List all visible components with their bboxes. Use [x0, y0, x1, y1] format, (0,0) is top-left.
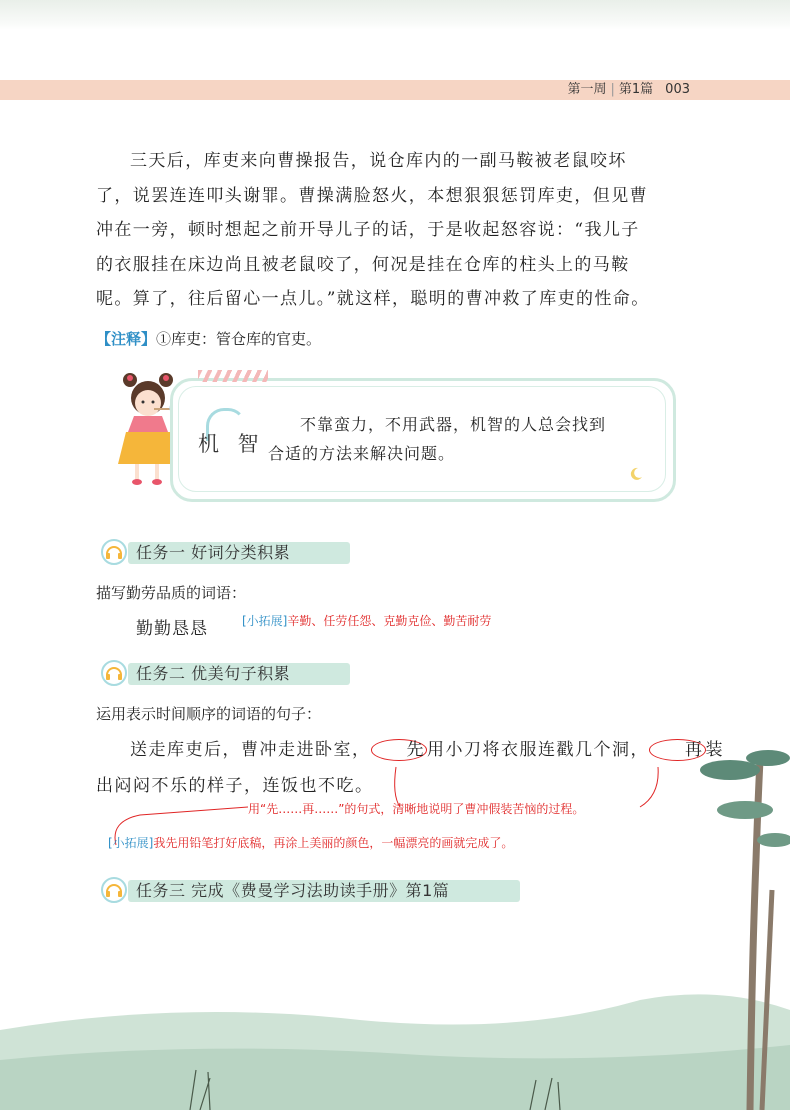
task1-subtitle: 描写勤劳品质的词语：: [96, 584, 247, 602]
task2-subtitle: 运用表示时间顺序的词语的句子：: [96, 705, 322, 723]
headphones-icon: [100, 538, 128, 566]
sentence-text: 送走库吏后，曹冲走进卧室，: [130, 740, 371, 760]
moon-icon: [628, 466, 644, 482]
story-line: 呢。算了，往后留心一点儿。”就这样，聪明的曹冲救了库吏的性命。: [96, 289, 650, 309]
wit-text-line: 不靠蛮力，不用武器，机智的人总会找到: [300, 415, 607, 434]
annotation-note: [96, 328, 321, 349]
note-text: ①库吏：管仓库的官吏。: [156, 330, 322, 348]
pink-stripe-decoration: [198, 370, 268, 382]
page-header: [567, 80, 690, 100]
note-tag: 【注释】: [96, 330, 157, 348]
story-line: 冲在一旁，顿时想起之前开导儿子的话，于是收起怒容说：“我儿子: [96, 220, 640, 240]
story-line: 的衣服挂在床边尚且被老鼠咬了，何况是挂在仓库的柱头上的马鞍: [96, 254, 630, 275]
story-line: 三天后，库吏来向曹操报告，说仓库内的一副马鞍被老鼠咬坏: [130, 151, 627, 171]
task2-extension: [108, 834, 513, 851]
sentence-text: 用小刀将衣服连戳几个洞，: [427, 740, 649, 760]
landscape-ground-illustration: [0, 960, 790, 1110]
task1-word: 勤勤恳恳: [136, 619, 208, 639]
pine-tree-illustration: [690, 740, 790, 1110]
header-separator: |: [610, 82, 615, 97]
extension-text: 我先用铅笔打好底稿，再涂上美丽的颜色，一幅漂亮的画就完成了。: [153, 836, 514, 850]
task1-extension: [242, 612, 491, 629]
sentence-annotation: 用“先……再……”的句式，清晰地说明了曹冲假装苦恼的过程。: [248, 802, 585, 816]
top-ink-wash-decoration: [0, 0, 790, 30]
story-line: 了，说罢连连叩头谢罪。曹操满脸怒火，本想狠狠惩罚库吏，但见曹: [96, 185, 648, 206]
headphones-icon: [100, 876, 128, 904]
extension-text: 辛勤、任劳任怨、克勤克俭、勤苦耐劳: [287, 614, 492, 628]
extension-tag: [小拓展]: [108, 836, 154, 850]
story-paragraph: [96, 144, 694, 317]
task1-title: 任务一 好词分类积累: [136, 543, 291, 562]
wit-text-line: 合适的方法来解决问题。: [268, 444, 456, 463]
task1-title-bar: [100, 538, 350, 566]
header-article: 第1篇: [618, 82, 654, 97]
sentence-text: 装: [705, 740, 724, 760]
wit-label: 机 智: [198, 432, 265, 456]
task3-title-bar: [100, 876, 520, 904]
task2-title-bar: [100, 659, 350, 687]
task2-title: 任务二 优美句子积累: [136, 664, 291, 683]
task3-title: 任务三 完成《费曼学习法助读手册》第1篇: [136, 881, 450, 900]
extension-tag: [小拓展]: [242, 614, 288, 628]
wit-text: [268, 410, 658, 468]
circled-word: 再: [649, 739, 706, 761]
sentence-line: 出闷闷不乐的样子，连饭也不吃。: [96, 776, 374, 796]
headphones-icon: [100, 659, 128, 687]
circled-word: 先: [371, 739, 428, 761]
header-week: 第一周: [567, 82, 607, 97]
page-number: 003: [665, 82, 690, 97]
